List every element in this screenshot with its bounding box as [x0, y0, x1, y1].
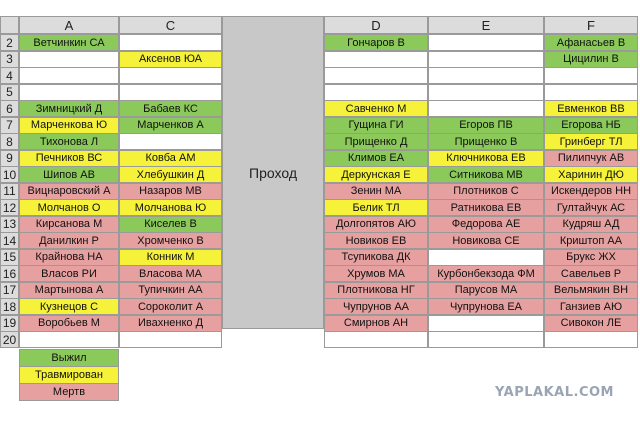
cell-text: Выжил: [51, 351, 87, 364]
row-number: [0, 232, 19, 249]
seat-cell: [324, 150, 428, 167]
cell-text: Плотников С: [453, 185, 519, 197]
cell-text: Данилкин Р: [39, 234, 99, 247]
seat-cell: [119, 315, 222, 332]
row-number: [0, 282, 19, 299]
seat-cell: [119, 150, 222, 167]
seat-cell: [119, 331, 222, 348]
seat-cell: [19, 298, 119, 315]
seat-cell: [428, 183, 544, 200]
cell-text: Кузнецов С: [39, 300, 99, 313]
seat-cell: [324, 249, 428, 266]
seat-cell: [324, 282, 428, 299]
seat-cell: [544, 51, 638, 68]
cell-text: Тупичкин АА: [138, 284, 203, 296]
cell-text: Хрумов МА: [347, 267, 405, 280]
cell-text: Ратникова ЕВ: [450, 201, 522, 214]
cell-text: F: [587, 17, 595, 33]
seat-cell: [19, 150, 119, 167]
seat-cell: [544, 150, 638, 167]
cell-text: Воробьев М: [38, 317, 100, 329]
seat-cell: [324, 199, 428, 216]
seat-cell: [19, 331, 119, 348]
cell-text: Новикова СЕ: [452, 234, 520, 247]
aisle-label: Проход: [249, 164, 297, 181]
seat-cell: [544, 199, 638, 216]
cell-text: Ивахненко Д: [137, 317, 204, 329]
row-number: [0, 183, 19, 200]
row-number: [0, 249, 19, 266]
seat-cell: [324, 100, 428, 117]
cell-text: Деркунская Е: [341, 168, 411, 181]
cell-text: 7: [6, 118, 13, 132]
seat-cell: [324, 265, 428, 282]
seat-cell: [324, 232, 428, 249]
legend-item: [19, 349, 119, 367]
seat-cell: [19, 249, 119, 266]
row-number: [0, 84, 19, 101]
cell-text: Хлебушкин Д: [136, 168, 205, 181]
cell-text: D: [371, 17, 381, 33]
cell-text: Гринберг ТЛ: [559, 135, 623, 148]
cell-text: Курбонбекзода ФМ: [437, 267, 535, 280]
cell-text: Бабаев КС: [143, 102, 198, 115]
cell-text: Власов РИ: [41, 267, 97, 280]
cell-text: Ключникова ЕВ: [446, 152, 526, 164]
cell-text: Зимницкий Д: [35, 102, 103, 115]
seat-cell: [19, 199, 119, 216]
cell-text: Шипов АВ: [43, 168, 95, 181]
cell-text: Егоров ПВ: [459, 119, 513, 131]
seat-cell: [428, 216, 544, 233]
seat-cell: [119, 117, 222, 134]
cell-text: 16: [2, 266, 17, 281]
seat-cell: [119, 216, 222, 233]
seat-cell: [324, 183, 428, 200]
seat-cell: [428, 34, 544, 51]
seat-cell: [324, 34, 428, 51]
seat-cell: [19, 232, 119, 249]
seat-cell: [119, 84, 222, 101]
cell-text: Аксенов ЮА: [138, 53, 203, 65]
seat-cell: [19, 100, 119, 117]
seat-cell: [544, 67, 638, 84]
seat-cell: [428, 331, 544, 348]
cell-text: Конник М: [146, 251, 195, 263]
cell-text: Кудряш АД: [562, 218, 620, 230]
seat-cell: [324, 166, 428, 183]
watermark-logo: YAPLAKAL.COM: [495, 385, 614, 400]
seat-cell: [428, 51, 544, 68]
seat-cell: [19, 265, 119, 282]
seat-cell: [19, 133, 119, 150]
seat-cell: [119, 183, 222, 200]
column-header-f: [544, 16, 638, 34]
seat-cell: [19, 84, 119, 101]
cell-text: 12: [2, 200, 17, 215]
seat-cell: [119, 249, 222, 266]
cell-text: 8: [6, 134, 13, 149]
row-number: [0, 265, 19, 282]
seat-cell: [544, 282, 638, 299]
cell-text: 9: [6, 151, 13, 165]
seat-cell: [544, 249, 638, 266]
cell-text: Прищенко Д: [344, 135, 408, 148]
seat-cell: [19, 67, 119, 84]
seat-cell: [19, 282, 119, 299]
cell-text: Харинин ДЮ: [558, 168, 624, 181]
seat-cell: [428, 84, 544, 101]
cell-text: Мертв: [52, 385, 86, 398]
cell-text: Афанасьев В: [556, 36, 626, 49]
cell-text: Егорова НБ: [561, 119, 621, 131]
seat-cell: [119, 133, 222, 150]
row-number: [0, 117, 19, 134]
cell-text: Ветчинкин СА: [33, 36, 105, 49]
cell-text: Молчанов О: [37, 201, 101, 214]
cell-text: Кирсанова М: [35, 218, 103, 230]
seat-cell: [324, 67, 428, 84]
seat-cell: [119, 34, 222, 51]
seat-cell: [428, 166, 544, 183]
seat-cell: [428, 315, 544, 332]
seat-cell: [119, 51, 222, 68]
seat-cell: [544, 133, 638, 150]
cell-text: Плотникова НГ: [337, 284, 415, 296]
seat-cell: [119, 199, 222, 216]
seat-cell: [544, 216, 638, 233]
cell-text: 11: [3, 184, 16, 198]
seat-cell: [324, 331, 428, 348]
cell-text: Сивокон ЛЕ: [560, 317, 622, 329]
seat-cell: [19, 51, 119, 68]
cell-text: Гущина ГИ: [348, 119, 404, 131]
seat-cell: [324, 84, 428, 101]
cell-text: Криштоп АА: [559, 234, 623, 247]
cell-text: Мартынова А: [34, 284, 104, 296]
cell-text: Белик ТЛ: [352, 201, 400, 214]
row-number: [0, 298, 19, 315]
seat-cell: [428, 298, 544, 315]
cell-text: Тсупикова ДК: [341, 251, 411, 263]
seat-cell: [19, 166, 119, 183]
seat-cell: [428, 249, 544, 266]
cell-text: Молчанова Ю: [134, 201, 207, 214]
cell-text: 13: [2, 217, 17, 231]
cell-text: 10: [2, 167, 17, 182]
row-number: [0, 166, 19, 183]
cell-text: Печников ВС: [35, 152, 103, 164]
aisle-column: [222, 16, 324, 329]
cell-text: Цицилин В: [563, 53, 619, 65]
cell-text: 4: [6, 68, 13, 83]
seat-cell: [119, 166, 222, 183]
seat-cell: [19, 34, 119, 51]
cell-text: Марченков А: [137, 119, 204, 131]
seat-cell: [544, 34, 638, 51]
cell-text: 18: [2, 299, 17, 314]
cell-text: Крайнова НА: [35, 251, 103, 263]
seat-cell: [428, 232, 544, 249]
seat-cell: [428, 199, 544, 216]
cell-text: 5: [6, 85, 13, 99]
seat-cell: [119, 100, 222, 117]
seat-cell: [19, 315, 119, 332]
cell-text: Евменков ВВ: [557, 102, 625, 115]
cell-text: 19: [2, 316, 17, 330]
cell-text: E: [481, 17, 491, 33]
cell-text: Хромченко В: [137, 234, 204, 247]
cell-text: Власова МА: [138, 267, 202, 280]
cell-text: A: [64, 17, 74, 33]
legend-item: [19, 383, 119, 401]
seat-cell: [428, 133, 544, 150]
seat-cell: [428, 150, 544, 167]
cell-text: Пилипчук АВ: [557, 152, 625, 164]
seat-cell: [19, 216, 119, 233]
legend-item: [19, 366, 119, 384]
seat-cell: [544, 183, 638, 200]
cell-text: Вицнаровский А: [27, 185, 111, 197]
seat-cell: [324, 133, 428, 150]
cell-text: 15: [2, 250, 17, 264]
cell-text: Ситникова МВ: [449, 168, 523, 181]
seat-cell: [544, 331, 638, 348]
cell-text: Травмирован: [35, 368, 103, 381]
cell-text: Гончаров В: [347, 36, 405, 49]
row-number: [0, 315, 19, 332]
seat-cell: [324, 117, 428, 134]
seat-cell: [428, 282, 544, 299]
seat-cell: [428, 100, 544, 117]
row-number: [0, 199, 19, 216]
cell-text: Парусов МА: [454, 284, 518, 296]
cell-text: Смирнов АН: [343, 317, 409, 329]
cell-text: Чупрунов АА: [342, 300, 410, 313]
cell-text: C: [165, 17, 176, 33]
cell-text: Савченко М: [345, 102, 407, 115]
cell-text: Долгопятов АЮ: [335, 218, 417, 230]
seat-cell: [428, 265, 544, 282]
cell-text: Гултайчук АС: [556, 201, 626, 214]
column-header-a: [19, 16, 119, 34]
cell-text: 14: [2, 233, 17, 248]
corner-cell: [0, 16, 19, 34]
cell-text: Савельев Р: [560, 267, 622, 280]
seat-cell: [119, 67, 222, 84]
cell-text: Ганзиев АЮ: [559, 300, 623, 313]
cell-text: Ковба АМ: [145, 152, 196, 164]
seat-cell: [19, 117, 119, 134]
row-number: [0, 331, 19, 348]
seat-cell: [544, 265, 638, 282]
cell-text: Климов ЕА: [347, 152, 405, 164]
row-number: [0, 100, 19, 117]
cell-text: Федорова АЕ: [451, 218, 521, 230]
cell-text: Прищенко В: [454, 135, 518, 148]
seat-cell: [544, 84, 638, 101]
cell-text: 2: [6, 35, 13, 50]
cell-text: 20: [2, 332, 17, 347]
seat-cell: [324, 216, 428, 233]
seat-cell: [119, 282, 222, 299]
cell-text: 3: [6, 52, 13, 66]
cell-text: Вельмякин ВН: [553, 284, 629, 296]
row-number: [0, 51, 19, 68]
seat-cell: [119, 298, 222, 315]
seat-cell: [324, 51, 428, 68]
cell-text: 17: [2, 283, 17, 297]
seat-cell: [544, 117, 638, 134]
row-number: [0, 150, 19, 167]
seat-cell: [324, 298, 428, 315]
column-header-e: [428, 16, 544, 34]
seat-cell: [119, 265, 222, 282]
seat-cell: [324, 315, 428, 332]
cell-text: Брукс ЖХ: [566, 251, 616, 263]
cell-text: Новиков ЕВ: [345, 234, 407, 247]
seat-cell: [428, 67, 544, 84]
seat-cell: [544, 315, 638, 332]
cell-text: Искендеров НН: [550, 185, 632, 197]
column-header-d: [324, 16, 428, 34]
seat-cell: [544, 100, 638, 117]
cell-text: 6: [6, 101, 13, 116]
cell-text: Тихонова Л: [39, 135, 99, 148]
seat-cell: [544, 232, 638, 249]
row-number: [0, 216, 19, 233]
row-number: [0, 133, 19, 150]
seat-cell: [19, 183, 119, 200]
seat-cell: [119, 232, 222, 249]
seat-cell: [544, 298, 638, 315]
cell-text: Чупрунова ЕА: [449, 300, 523, 313]
cell-text: Сороколит А: [137, 300, 204, 313]
cell-text: Киселев В: [144, 218, 197, 230]
row-number: [0, 67, 19, 84]
cell-text: Зенин МА: [350, 185, 402, 197]
cell-text: Марченкова Ю: [30, 119, 108, 131]
column-header-c: [119, 16, 222, 34]
seat-cell: [544, 166, 638, 183]
cell-text: Назаров МВ: [139, 185, 202, 197]
seat-cell: [428, 117, 544, 134]
row-number: [0, 34, 19, 51]
